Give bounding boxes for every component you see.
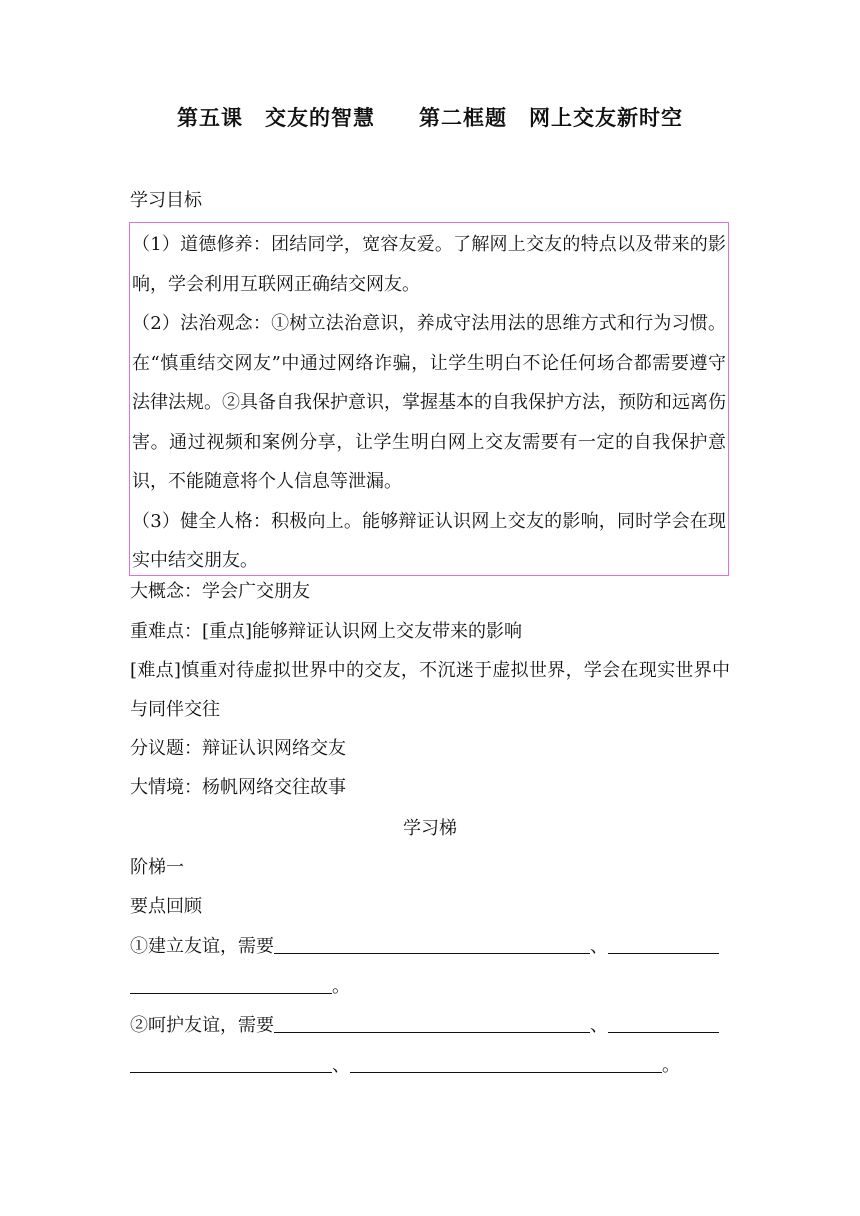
answer-blank[interactable] [274,1014,590,1033]
step-heading: 阶梯一 [130,857,184,878]
page-title: 第五课 交友的智慧 第二框题 网上交友新时空 [177,106,683,130]
separator: 、 [332,1055,350,1076]
question-1-line-1 [130,927,730,966]
scenario-text: 杨帆网络交往故事 [202,777,346,798]
objective-item-1: （1）道德修养：团结同学，宽容友爱。了解网上交友的特点以及带来的影响，学会利用互联网正确结交网友。 [132,234,726,295]
topic-line [130,729,730,768]
scenario-line [130,768,730,807]
answer-blank[interactable] [608,1014,719,1033]
question-2-prefix: ②呵护友谊，需要 [130,1015,274,1036]
question-1-prefix: ①建立友谊，需要 [130,936,274,957]
answer-blank[interactable] [130,975,332,994]
separator: 、 [590,1015,608,1036]
key-points-line [130,612,730,651]
objectives-box [129,222,729,576]
objective-item-3: （3）健全人格：积极向上。能够辩证认识网上交友的影响，同时学会在现实中结交朋友。 [132,510,726,571]
question-1-line-2 [130,967,730,1006]
key-points-label: 重难点： [130,621,202,642]
topic-text: 辩证认识网络交友 [202,738,346,759]
difficult-point: [难点]慎重对待虚拟世界中的交友，不沉迷于虚拟世界，学会在现实世界中与同伴交往 [130,660,730,720]
scenario-label: 大情境： [130,777,202,798]
big-concept-line [130,572,730,611]
question-2-line-1 [130,1006,730,1045]
separator: 、 [590,936,608,957]
answer-blank[interactable] [350,1054,662,1073]
objective-item-2: （2）法治观念：①树立法治意识，养成守法用法的思维方式和行为习惯。在“慎重结交网友”中通过网络诈骗，让学生明白不论任何场合都需要遵守法律法规。②具备自我保护意识，掌握基本的自我保护方法，预防和远离伤害。通过视频和案例分享，让学生明白网上交友需要有一定的自我保护意识，不能随意将个人信息等泄漏。 [132,313,726,492]
big-concept-label: 大概念： [130,581,202,602]
answer-blank[interactable] [608,935,719,954]
answer-blank[interactable] [274,935,590,954]
ladder-title: 学习梯 [403,818,457,839]
end-mark: 。 [662,1055,680,1076]
end-mark: 。 [332,976,350,997]
topic-label: 分议题： [130,738,202,759]
review-heading: 要点回顾 [130,896,202,917]
objectives-heading: 学习目标 [130,190,202,211]
answer-blank[interactable] [130,1054,332,1073]
key-points-text: [重点]能够辩证认识网上交友带来的影响 [202,621,523,642]
question-2-line-2 [130,1046,730,1085]
big-concept-text: 学会广交朋友 [202,581,310,602]
